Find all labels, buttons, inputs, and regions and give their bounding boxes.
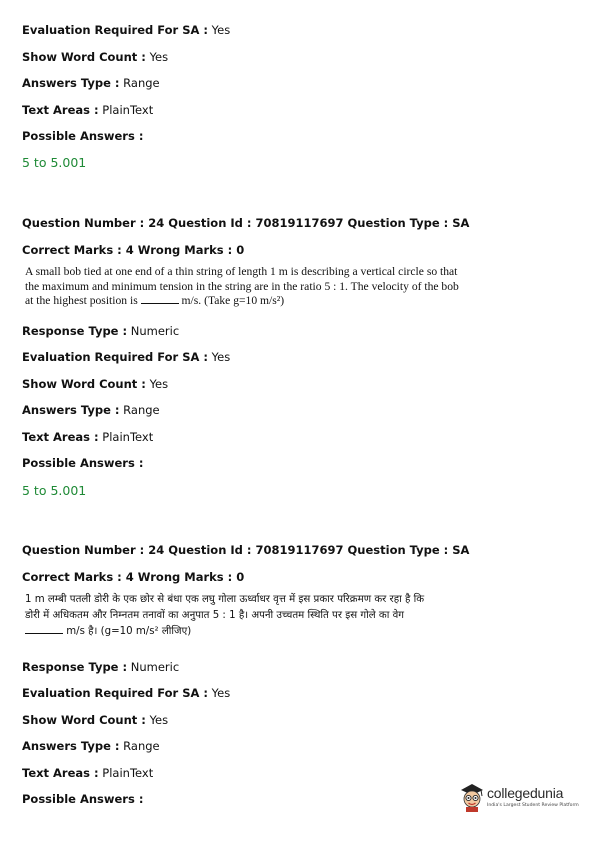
answers-type-row xyxy=(22,403,160,417)
question-header xyxy=(22,216,469,230)
word-count-value: Yes xyxy=(149,50,169,64)
answers-type-value: Range xyxy=(123,739,160,753)
marks-row xyxy=(22,570,244,584)
response-type-label: Response Type : xyxy=(22,324,128,338)
question-line: डोरी में अधिकतम और निम्नतम तनावों का अनुपात 5 : 1 है। अपनी उच्चतम स्थिति पर इस गोले का वेग xyxy=(25,610,404,621)
answers-type-value: Range xyxy=(123,76,160,90)
evaluation-row xyxy=(22,23,230,37)
answers-type-value: Range xyxy=(123,403,160,417)
answer-blank xyxy=(25,624,63,634)
text-areas-value: PlainText xyxy=(102,103,154,117)
logo-wordmark: collegedunia xyxy=(487,785,564,801)
question-line-part: m/s है। (g=10 m/s² लीजिए) xyxy=(66,626,192,637)
word-count-row xyxy=(22,50,168,64)
answers-type-label: Answers Type : xyxy=(22,403,120,417)
marks-row xyxy=(22,243,244,257)
text-areas-label: Text Areas : xyxy=(22,766,99,780)
answers-type-row xyxy=(22,76,160,90)
possible-answers-label: Possible Answers : xyxy=(22,792,144,806)
word-count-label: Show Word Count : xyxy=(22,713,146,727)
text-areas-label: Text Areas : xyxy=(22,430,99,444)
question-line xyxy=(25,294,465,309)
possible-answers-row xyxy=(22,792,143,806)
response-type-label: Response Type : xyxy=(22,660,128,674)
question-line-part: m/s. (Take g=10 m/s²) xyxy=(181,294,285,307)
possible-answer-value: 5 to 5.001 xyxy=(22,155,87,170)
word-count-value: Yes xyxy=(149,713,169,727)
evaluation-row xyxy=(22,686,230,700)
possible-answers-row xyxy=(22,456,143,470)
evaluation-label: Evaluation Required For SA : xyxy=(22,686,209,700)
answers-type-label: Answers Type : xyxy=(22,739,120,753)
evaluation-value: Yes xyxy=(211,686,231,700)
evaluation-label: Evaluation Required For SA : xyxy=(22,350,209,364)
response-type-row xyxy=(22,324,179,338)
question-text-en xyxy=(25,265,465,309)
possible-answers-label: Possible Answers : xyxy=(22,129,144,143)
text-areas-row xyxy=(22,766,153,780)
question-line: A small bob tied at one end of a thin string of length 1 m is describing a vertical circle so that xyxy=(25,265,458,278)
text-areas-row xyxy=(22,430,153,444)
evaluation-value: Yes xyxy=(211,23,231,37)
text-areas-row xyxy=(22,103,153,117)
question-header-text: Question Number : 24 Question Id : 70819117697 Question Type : SA xyxy=(22,543,470,557)
word-count-row xyxy=(22,713,168,727)
text-areas-label: Text Areas : xyxy=(22,103,99,117)
evaluation-value: Yes xyxy=(211,350,231,364)
response-type-value: Numeric xyxy=(130,324,180,338)
possible-answer-value: 5 to 5.001 xyxy=(22,483,87,498)
word-count-row xyxy=(22,377,168,391)
text-areas-value: PlainText xyxy=(102,766,154,780)
answers-type-label: Answers Type : xyxy=(22,76,120,90)
question-text-hi xyxy=(25,592,465,640)
question-header-text: Question Number : 24 Question Id : 70819117697 Question Type : SA xyxy=(22,216,470,230)
collegedunia-logo xyxy=(458,779,583,815)
text-areas-value: PlainText xyxy=(102,430,154,444)
question-line: 1 m लम्बी पतली डोरी के एक छोर से बंधा एक लघु गोला ऊर्ध्वाधर वृत्त में इस प्रकार परिक्रमण कर रहा है कि xyxy=(25,594,425,605)
response-type-value: Numeric xyxy=(130,660,180,674)
possible-answers-row xyxy=(22,129,143,143)
word-count-label: Show Word Count : xyxy=(22,50,146,64)
evaluation-row xyxy=(22,350,230,364)
evaluation-label: Evaluation Required For SA : xyxy=(22,23,209,37)
response-type-row xyxy=(22,660,179,674)
mascot-icon xyxy=(458,781,486,813)
marks-text: Correct Marks : 4 Wrong Marks : 0 xyxy=(22,570,245,584)
word-count-label: Show Word Count : xyxy=(22,377,146,391)
marks-text: Correct Marks : 4 Wrong Marks : 0 xyxy=(22,243,245,257)
question-line: the maximum and minimum tension in the string are in the ratio 5 : 1. The velocity of the bob xyxy=(25,279,459,293)
question-line xyxy=(25,624,465,640)
logo-tagline: India's Largest Student Review Platform xyxy=(487,803,579,808)
answer-blank xyxy=(141,294,179,304)
question-line-part: at the highest position is xyxy=(25,294,138,307)
question-header xyxy=(22,543,469,557)
possible-answers-label: Possible Answers : xyxy=(22,456,144,470)
answers-type-row xyxy=(22,739,160,753)
word-count-value: Yes xyxy=(149,377,169,391)
